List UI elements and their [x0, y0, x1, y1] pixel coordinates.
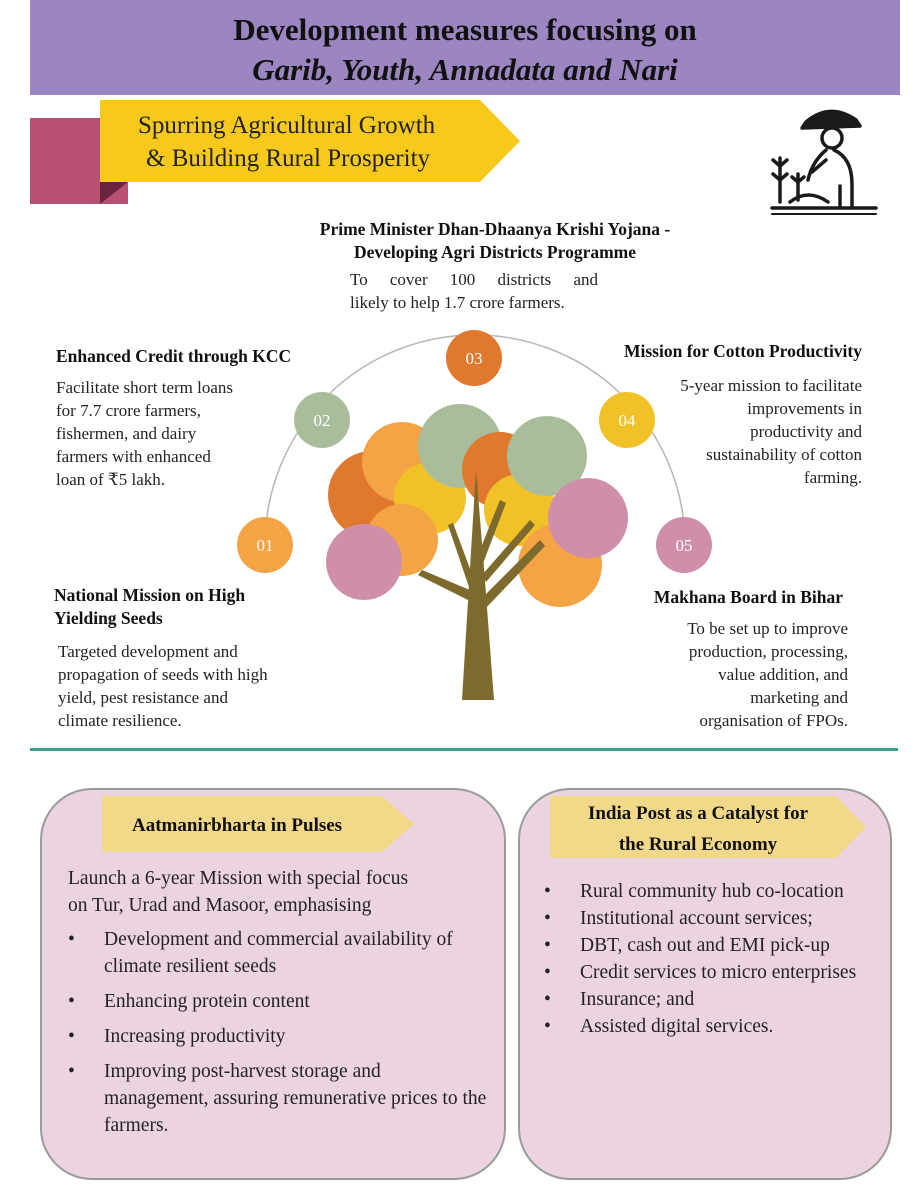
list-item: • Increasing productivity — [68, 1023, 488, 1050]
list-item: • Insurance; and — [540, 986, 860, 1013]
seeds-title-line1: National Mission on High — [54, 585, 246, 605]
list-item: • Improving post-harvest storage and management, assuring remunerative prices to the farmers. — [68, 1058, 488, 1139]
makhana-text — [620, 617, 848, 732]
seeds-text-line: propagation of seeds with high — [58, 665, 268, 684]
marker-05: 05 — [675, 536, 693, 555]
makhana-text-line: value addition, and — [718, 665, 848, 684]
header-title-line1: Development measures focusing on — [233, 12, 697, 47]
seeds-mission-title — [54, 584, 294, 630]
banner-title-line1: Spurring Agricultural Growth — [138, 112, 436, 139]
makhana-text-line: To be set up to improve — [687, 619, 848, 638]
section-divider — [30, 748, 898, 751]
cotton-title: Mission for Cotton Productivity — [623, 341, 862, 361]
pulses-title: Aatmanirbharta in Pulses — [132, 815, 343, 836]
post-title-arrow — [550, 796, 866, 858]
list-item: • Development and commercial availability of climate resilient seeds — [68, 926, 488, 980]
makhana-text-line: marketing and — [750, 688, 848, 707]
list-item: • Institutional account services; — [540, 905, 860, 932]
pm-title-line2: Developing Agri Districts Programme — [353, 242, 637, 262]
list-item: • DBT, cash out and EMI pick-up — [540, 932, 860, 959]
post-list — [540, 878, 860, 1040]
pm-text-line2: likely to help 1.7 crore farmers. — [350, 293, 565, 312]
makhana-title: Makhana Board in Bihar — [653, 587, 843, 607]
cotton-text-line: productivity and — [750, 422, 862, 441]
marker-01: 01 — [256, 536, 274, 555]
list-item: • Enhancing protein content — [68, 988, 488, 1015]
pm-title-line1: Prime Minister Dhan-Dhaanya Krishi Yojana - — [319, 219, 671, 239]
kcc-text-line: for 7.7 crore farmers, — [56, 401, 201, 420]
cotton-text-line: farming. — [803, 468, 862, 487]
kcc-text-line: farmers with enhanced — [56, 447, 211, 466]
kcc-text-line: loan of ₹5 lakh. — [56, 470, 166, 489]
pulses-intro-line2: on Tur, Urad and Masoor, emphasising — [68, 895, 372, 916]
list-item: • Credit services to micro enterprises — [540, 959, 860, 986]
pulses-title-arrow — [102, 796, 414, 852]
pulses-intro — [68, 865, 478, 919]
pm-text-line1: To cover 100 districts and — [350, 270, 598, 289]
pm-dhan-dhaanya-title — [270, 218, 720, 264]
marker-03: 03 — [465, 349, 483, 368]
list-item: • Assisted digital services. — [540, 1013, 860, 1040]
list-item: • Rural community hub co-location — [540, 878, 860, 905]
kcc-text — [56, 376, 306, 491]
cotton-text-line: improvements in — [747, 399, 862, 418]
seeds-title-line2: Yielding Seeds — [54, 608, 163, 628]
kcc-title: Enhanced Credit through KCC — [56, 346, 292, 366]
makhana-text-line: production, processing, — [688, 642, 848, 661]
cotton-text-line: sustainability of cotton — [706, 445, 862, 464]
banner-title-line2: & Building Rural Prosperity — [146, 145, 431, 172]
makhana-text-line: organisation of FPOs. — [699, 711, 848, 730]
post-title-line2: the Rural Economy — [618, 834, 778, 855]
seeds-mission-text — [58, 640, 328, 732]
post-title-line1: India Post as a Catalyst for — [587, 803, 809, 824]
seeds-text-line: climate resilience. — [58, 711, 182, 730]
marker-04: 04 — [618, 411, 636, 430]
marker-02: 02 — [313, 411, 331, 430]
cotton-text — [640, 374, 862, 489]
seeds-text-line: Targeted development and — [58, 642, 238, 661]
cotton-text-line: 5-year mission to facilitate — [680, 376, 862, 395]
pm-dhan-dhaanya-text — [350, 268, 598, 314]
header-title-line2: Garib, Youth, Annadata and Nari — [252, 52, 678, 87]
seeds-text-line: yield, pest resistance and — [58, 688, 228, 707]
kcc-text-line: fishermen, and dairy — [56, 424, 197, 443]
pulses-intro-line1: Launch a 6-year Mission with special focus — [68, 868, 409, 889]
pulses-list — [68, 926, 488, 1147]
kcc-text-line: Facilitate short term loans — [56, 378, 234, 397]
